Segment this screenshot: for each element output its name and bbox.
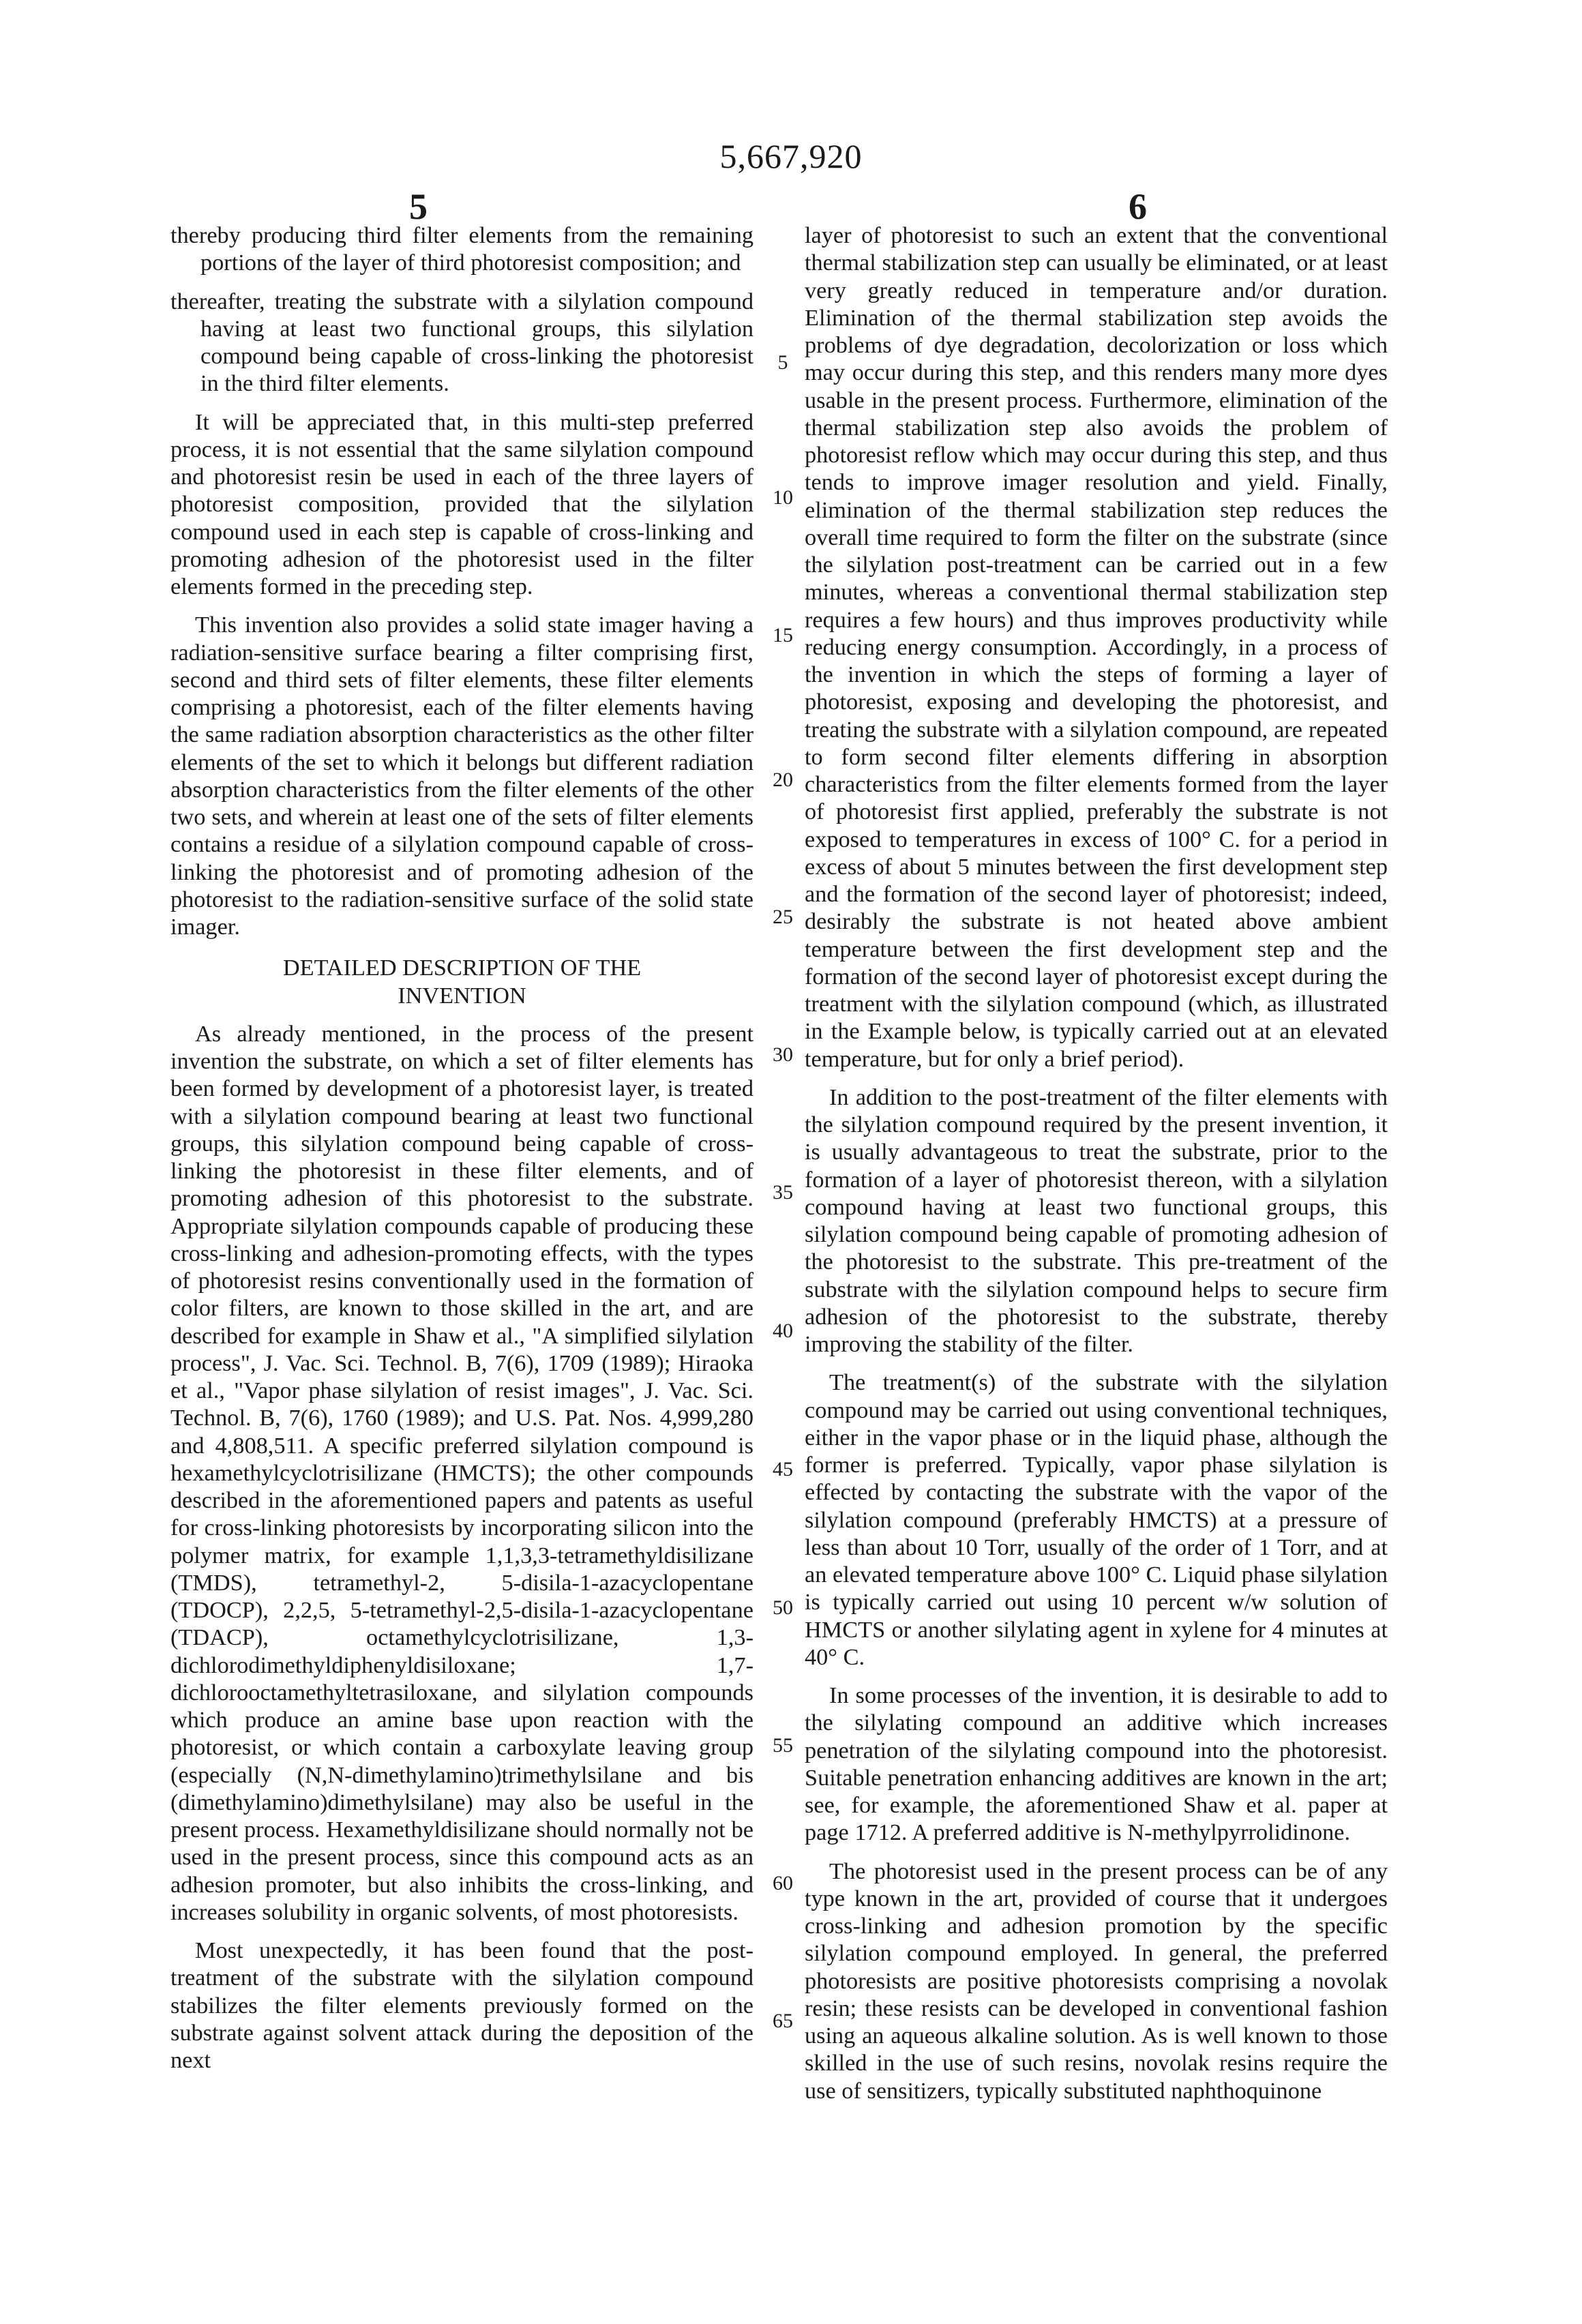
page-number-right: 6 bbox=[1129, 185, 1147, 228]
line-number: 20 bbox=[762, 769, 803, 792]
line-number: 30 bbox=[762, 1043, 803, 1067]
page-number-left: 5 bbox=[409, 185, 428, 228]
heading-line-2: INVENTION bbox=[398, 983, 526, 1009]
paragraph-imager: This invention also provides a solid state imager having a radiation-sensitive surface bearing a filter comprising first, second and third sets of filter elements, these filter elements comprising a photoresist, each of the filter elements having the same radiation absorption characteristics as the other filter elements of the set to which it belongs but different radiation absorption characteristics from the filter elements of the other two sets, and wherein at least one of the sets of filter elements contains a residue of a silylation compound capable of cross-linking the photoresist and of promoting adhesion of the photoresist to the radiation-sensitive surface of the solid state imager. bbox=[170, 611, 753, 940]
claim-step-third-elements: thereby producing third filter elements from the remaining portions of the layer of third photoresist composition; and bbox=[170, 222, 753, 277]
section-heading bbox=[170, 954, 753, 1009]
line-number: 15 bbox=[762, 624, 803, 647]
paragraph-silylation-compounds: As already mentioned, in the process of the present invention the substrate, on which a set of filter elements has been formed by development of a photoresist layer, is treated with a silylation compound bearing at least two functional groups, this silylation compound being capable of cross-linking the photoresist in these filter elements, and of promoting adhesion of this photoresist to the substrate. Appropriate silylation compounds capable of producing these cross-linking and adhesion-promoting effects, with the types of photoresist resins conventionally used in the formation of color filters, are known to those skilled in the art, and are described for example in Shaw et al., "A simplified silylation process", J. Vac. Sci. Technol. B, 7(6), 1709 (1989); Hiraoka et al., "Vapor phase silylation of resist images", J. Vac. Sci. Technol. B, 7(6), 1760 (1989); and U.S. Pat. Nos. 4,999,280 and 4,808,511. A specific preferred silylation compound is hexamethylcyclotrisilizane (HMCTS); the other compounds described in the aforementioned papers and patents as useful for cross-linking photoresists by incorporating silicon into the polymer matrix, for example 1,1,3,3-tetramethyldisilizane (TMDS), tetramethyl-2, 5-disila-1-azacyclopentane (TDOCP), 2,2,5, 5-tetramethyl-2,5-disila-1-azacyclopentane (TDACP), octamethylcyclotrisilizane, 1,3-dichlorodimethyldiphenyldisiloxane; 1,7-dichlorooctamethyltetrasiloxane, and silylation compounds which produce an amine base upon reaction with the photoresist, or which contain a carboxylate leaving group (especially (N,N-dimethylamino)trimethylsilane and bis (dimethylamino)dimethylsilane) may also be useful in the present process. Hexamethyldisilizane should normally not be used in the present process, since this compound acts as an adhesion promoter, but also inhibits the cross-linking, and increases solubility in organic solvents, of most photoresists. bbox=[170, 1020, 753, 1926]
line-number: 45 bbox=[762, 1458, 803, 1481]
line-number: 50 bbox=[762, 1596, 803, 1620]
line-number: 40 bbox=[762, 1320, 803, 1343]
claim-step-silylation: thereafter, treating the substrate with a silylation compound having at least two functional groups, this silylation compound being capable of cross-linking the photoresist in the third filter elements. bbox=[170, 288, 753, 398]
line-number: 55 bbox=[762, 1734, 803, 1757]
paragraph-multistep: It will be appreciated that, in this multi-step preferred process, it is not essential that the same silylation compound and photoresist resin be used in each of the three layers of photoresist composition, provided that the silylation compound used in each step is capable of cross-linking and promoting adhesion of the photoresist used in the filter elements formed in the preceding step. bbox=[170, 408, 753, 601]
line-number: 10 bbox=[762, 486, 803, 509]
patent-number: 5,667,920 bbox=[0, 136, 1582, 176]
paragraph-post-treatment: Most unexpectedly, it has been found that the post-treatment of the substrate with the silylation compound stabilizes the filter elements previously formed on the substrate against solvent attack during the deposition of the next bbox=[170, 1937, 753, 2074]
heading-line-1: DETAILED DESCRIPTION OF THE bbox=[283, 955, 641, 981]
line-number: 60 bbox=[762, 1872, 803, 1895]
paragraph-additives: In some processes of the invention, it is desirable to add to the silylating compound an additive which increases penetration of the silylating compound into the photoresist. Suitable penetration enhancing additives are known in the art; see, for example, the aforementioned Shaw et al. paper at page 1712. A preferred additive is N-methylpyrrolidinone. bbox=[805, 1682, 1388, 1847]
line-number: 35 bbox=[762, 1181, 803, 1204]
line-number: 25 bbox=[762, 906, 803, 929]
paragraph-thermal-stabilization: layer of photoresist to such an extent that the conventional thermal stabilization step can usually be eliminated, or at least very greatly reduced in temperature and/or duration. Elimination of the thermal stabilization step avoids the problems of dye degradation, decolorization or loss which may occur during this step, and this renders many more dyes usable in the present process. Furthermore, elimination of the thermal stabilization step also avoids the problem of photoresist reflow which may occur during this step, and thus tends to improve imager resolution and yield. Finally, elimination of the thermal stabilization step reduces the overall time required to form the filter on the substrate (since the silylation post-treatment can be carried out in a few minutes, whereas a conventional thermal stabilization step requires a few hours) and thus improves productivity while reducing energy consumption. Accordingly, in a process of the invention in which the steps of forming a layer of photoresist, exposing and developing the photoresist, and treating the substrate with a silylation compound, are repeated to form second filter elements differing in absorption characteristics from the filter elements formed from the layer of photoresist first applied, preferably the substrate is not exposed to temperatures in excess of 100° C. for a period in excess of about 5 minutes between the first development step and the formation of the second layer of photoresist; indeed, desirably the substrate is not heated above ambient temperature between the first development step and the formation of the second layer of photoresist except during the treatment with the silylation compound (which, as illustrated in the Example below, is typically carried out at an elevated temperature, but for only a brief period). bbox=[805, 222, 1388, 1073]
paragraph-photoresist-type: The photoresist used in the present process can be of any type known in the art, provided of course that it undergoes cross-linking and adhesion promotion by the specific silylation compound employed. In general, the preferred photoresists are positive photoresists comprising a novolak resin; these resists can be developed in conventional fashion using an aqueous alkaline solution. As is well known to those skilled in the use of such resins, novolak resins require the use of sensitizers, typically substituted naphthoquinone bbox=[805, 1858, 1388, 2104]
paragraph-treatment-methods: The treatment(s) of the substrate with the silylation compound may be carried out using conventional techniques, either in the vapor phase or in the liquid phase, although the former is preferred. Typically, vapor phase silylation is effected by contacting the substrate with the vapor of the silylation compound (preferably HMCTS) at a pressure of less than about 10 Torr, usually of the order of 1 Torr, and at an elevated temperature above 100° C. Liquid phase silylation is typically carried out using 10 percent w/w solution of HMCTS or another silylating agent in xylene for 4 minutes at 40° C. bbox=[805, 1369, 1388, 1671]
right-column bbox=[805, 222, 1388, 2104]
line-number: 65 bbox=[762, 2010, 803, 2033]
line-number: 5 bbox=[762, 351, 803, 374]
paragraph-pre-treatment: In addition to the post-treatment of the filter elements with the silylation compound required by the present invention, it is usually advantageous to treat the substrate, prior to the formation of a layer of photoresist thereon, with a silylation compound having at least two functional groups, this silylation compound being capable of promoting adhesion of the photoresist to the substrate. This pre-treatment of the substrate with the silylation compound helps to secure firm adhesion of the photoresist to the substrate, thereby improving the stability of the filter. bbox=[805, 1084, 1388, 1358]
left-column bbox=[170, 222, 753, 2074]
